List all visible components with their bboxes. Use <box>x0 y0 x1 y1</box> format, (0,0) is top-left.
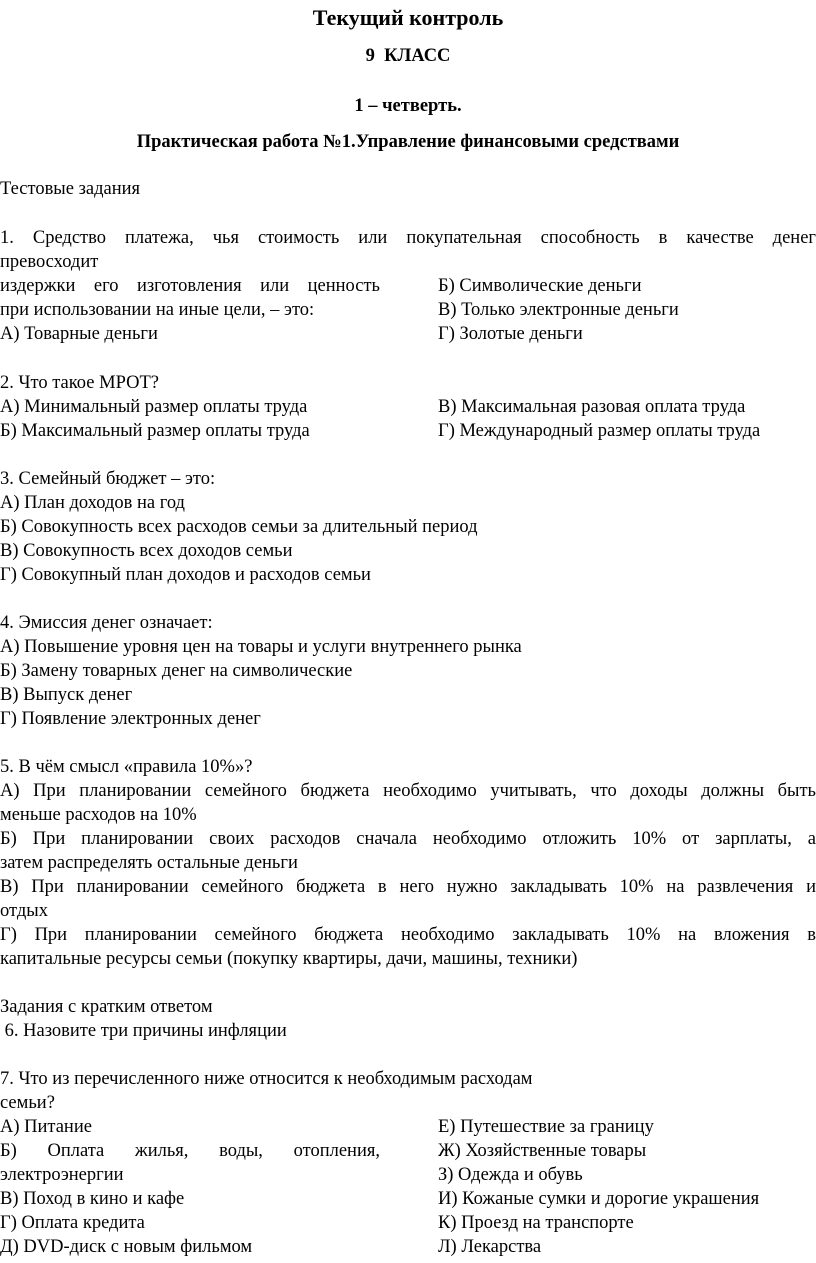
q3-option-c: В) Совокупность всех доходов семьи <box>0 541 293 561</box>
section-short-heading: Задания с кратким ответом <box>0 997 213 1017</box>
q5-question: 5. В чём смысл «правила 10%»? <box>0 757 253 777</box>
q4-option-c: В) Выпуск денег <box>0 685 133 705</box>
q4-option-b: Б) Замену товарных денег на символические <box>0 661 353 681</box>
q5-option-a-line-1: А) При планировании семейного бюджета необходимо учитывать, что доходы должны быть <box>0 781 816 801</box>
q5-option-c-line-2: отдых <box>0 901 48 921</box>
q1-option-a: А) Товарные деньги <box>0 324 158 344</box>
q7-option-b-line-1: Б) Оплата жилья, воды, отопления, <box>0 1141 380 1161</box>
q3-option-b: Б) Совокупность всех расходов семьи за длительный период <box>0 517 478 537</box>
q7-option-a: А) Питание <box>0 1117 92 1137</box>
q7-option-i: И) Кожаные сумки и дорогие украшения <box>438 1189 760 1209</box>
section-tests-heading: Тестовые задания <box>0 179 141 199</box>
q5-option-b-line-2: затем распределять остальные деньги <box>0 853 298 873</box>
q1-line-1: 1. Средство платежа, чья стоимость или покупательная способность в качестве денег <box>0 228 816 248</box>
q4-option-a: А) Повышение уровня цен на товары и услуги внутреннего рынка <box>0 637 522 657</box>
q7-line-2: семьи? <box>0 1093 55 1113</box>
q4-option-d: Г) Появление электронных денег <box>0 709 261 729</box>
q2-question: 2. Что такое МРОТ? <box>0 373 159 393</box>
q2-option-c: В) Максимальная разовая оплата труда <box>438 397 746 417</box>
q5-option-c-line-1: В) При планировании семейного бюджета в него нужно закладывать 10% на развлечения и <box>0 877 816 897</box>
q1-line-4: при использовании на иные цели, – это: <box>0 300 315 320</box>
q3-option-a: А) План доходов на год <box>0 493 185 513</box>
q1-line-3: издержки его изготовления или ценность <box>0 276 380 296</box>
q7-option-zh: Ж) Хозяйственные товары <box>438 1141 647 1161</box>
q7-option-v: В) Поход в кино и кафе <box>0 1189 185 1209</box>
q5-option-d-line-2: капитальные ресурсы семьи (покупку квартиры, дачи, машины, техники) <box>0 949 578 969</box>
q5-option-b-line-1: Б) При планировании своих расходов сначала необходимо отложить 10% от зарплаты, а <box>0 829 816 849</box>
q2-option-b: Б) Максимальный размер оплаты труда <box>0 421 310 441</box>
q2-option-a: А) Минимальный размер оплаты труда <box>0 397 308 417</box>
q7-option-k: К) Проезд на транспорте <box>438 1213 634 1233</box>
q5-option-a-line-2: меньше расходов на 10% <box>0 805 197 825</box>
q3-question: 3. Семейный бюджет – это: <box>0 469 216 489</box>
q2-option-d: Г) Международный размер оплаты труда <box>438 421 761 441</box>
q5-option-d-line-1: Г) При планировании семейного бюджета необходимо закладывать 10% на вложения в <box>0 925 816 945</box>
q1-option-d: Г) Золотые деньги <box>438 324 583 344</box>
q7-option-g: Г) Оплата кредита <box>0 1213 145 1233</box>
q7-option-d: Д) DVD-диск с новым фильмом <box>0 1237 253 1257</box>
quarter-heading: 1 – четверть. <box>354 96 462 116</box>
q7-option-z: З) Одежда и обувь <box>438 1165 583 1185</box>
q6-question: 6. Назовите три причины инфляции <box>0 1021 287 1041</box>
q1-option-c: В) Только электронные деньги <box>438 300 679 320</box>
q7-line-1: 7. Что из перечисленного ниже относится к необходимым расходам <box>0 1069 533 1089</box>
page-title: Текущий контроль <box>312 5 504 30</box>
grade-heading: 9 КЛАСС <box>365 46 451 66</box>
q1-option-b: Б) Символические деньги <box>438 276 642 296</box>
q7-option-e: Е) Путешествие за границу <box>438 1117 654 1137</box>
q1-line-2: превосходит <box>0 252 99 272</box>
q3-option-d: Г) Совокупный план доходов и расходов семьи <box>0 565 371 585</box>
work-heading: Практическая работа №1.Управление финансовыми средствами <box>136 132 680 152</box>
q7-option-l: Л) Лекарства <box>438 1237 542 1257</box>
q7-option-b-line-2: электроэнергии <box>0 1165 124 1185</box>
q4-question: 4. Эмиссия денег означает: <box>0 613 213 633</box>
